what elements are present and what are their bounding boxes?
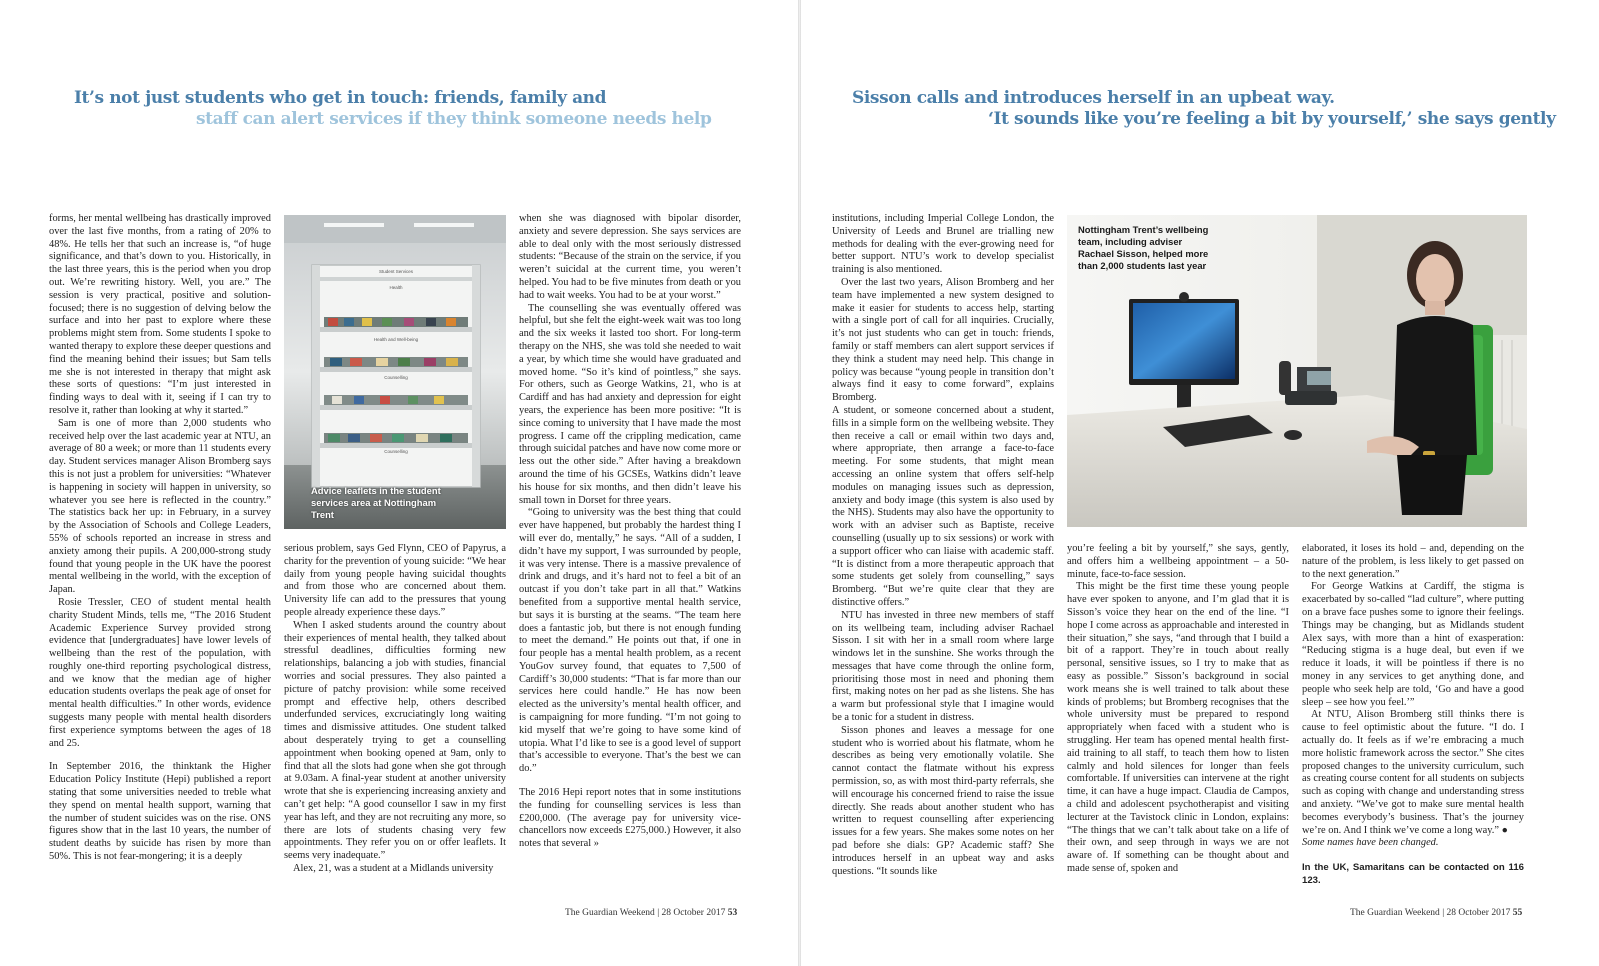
paragraph: This might be the first time these young people have ever spoken to anyone, and I’m glad that it is Sisson’s voice they hear on the end of the line. “I hope I come across as approachable and interested in their situation,” she says, “and through that I build a bit of a rapport. They’re in touch about really personal, sensitive issues, so I try to make that as easy as possible.” Sisson’s background in social work means she is well trained to talk about these kinds of problems; but Bromberg recognises that the whole university must be prepared to respond appropriately when faced with a student who is struggling. Her team has opened mental health first-aid training to all staff, to teach them how to listen calmly and hold silences for longer than feels comfortable. If universities can intervene at the right time, it can have a huge impact. Claudia de Campos, a child and adolescent psychotherapist and visiting lecturer at the Tavistock clinic in London, explains: “The things that we can’t talk about take on a life of their own, and seep through in ways we are not aware of. If something can be thought about and made sense of, spoken and [1067,581,1289,874]
paragraph: forms, her mental wellbeing has drastically improved over the last five months, from a rating of 20% to 48%. He tells her that such an increase is, “of huge significance, and that’s down to you. Historically, in the last three years, this is the period when you drop out. We’re rewriting history. Well, you are.” The session is very practical, positive and solution-focused; there is no suggestion of delving below the surface and into her past to explore where these problems might stem from. Some students I spoke to wanted therapy to explore these deeper questions and find the meaning behind their issues; but Sam tells me she is not interested in therapy that might ask these sorts of questions: “I’m just interested in finding ways to deal with it, seeing if I can try to resolve it, rather than looking at why it started.” [49,213,271,416]
paragraph: Alex, 21, was a student at a Midlands university [293,862,494,874]
photo-caption: Nottingham Trent’s wellbeing team, including adviser Rachael Sisson, helped more than 2,000 students last year [1078,224,1209,271]
pull-quote [74,88,754,130]
issue-date: 28 October 2017 [1446,908,1511,918]
names-changed-note: Some names have been changed. [1302,837,1439,849]
paragraph: when she was diagnosed with bipolar disorder, anxiety and severe depression. She says services are able to deal only with the most seriously distressed students: “Because of the strain on the service, if you weren’t suicidal at the current time, you weren’t helped. You had to be five minutes from death or you had to wait weeks. You had to be at your worst.” [519,213,741,301]
right-page [801,0,1599,966]
leaflet-shelf-illustration [284,215,506,529]
left-page [0,0,798,966]
paragraph: Over the last two years, Alison Bromberg and her team have implemented a new system designed to make it easier for students to access help, starting with a single port of call for all inquiries. Crucially, it’s not just students who can get in touch: friends, family or staff members can alert support services if they think a student may need help. This change in policy was because “young people in transition don’t always find it easy to come forward”, explains Bromberg. [832,276,1054,404]
page-number: 55 [1512,908,1523,918]
shelf-label: Student Services [378,269,414,274]
leaflet-shelf-photo [284,215,506,529]
paragraph: “Going to university was the best thing that could ever have happened, but probably the hardest thing I will ever do, mentally,” he says. “All of a sudden, I didn’t have my support, I was surrounded by people, it was very intense. There is a massive prevalence of drink and drugs, and it’s hard not to feel a bit of an outcast if you don’t take part in all that.” Watkins benefited from a supportive mental health service, but says it is bursting at the seams. “The team here does a fantastic job, but there is not enough funding to meet the demand.” He points out that, if one in four people has a mental health problem, as a recent YouGov survey found, that equates to 7,500 of Cardiff’s 30,000 students: “That is far more than our services here could handle.” He has now been elected as the university’s mental health officer, and is campaigning for more funding. “I’m not going to kid myself that we’re going to have some kind of utopia. What I’d like to see is a good level of support that’s accessible to everyone. That’s the best we can do.” [519,507,741,775]
paragraph: Rosie Tressler, CEO of student mental health charity Student Minds, tells me, “The 2016 Student Academic Experience Survey provided strong evidence that [undergraduates] have lower levels of wellbeing than the rest of the population, with roughly one-third reporting psychological distress, and we know that the median age of higher education students overlaps the peak age of onset for mental health difficulties.” In other words, evidence suggests many people with mental health disorders first experience symptoms between the ages of 18 and 25. [49,596,271,749]
page-folio: The Guardian Weekend | 28 October 2017 53 [565,908,738,918]
article-column-2 [1067,543,1289,876]
pull-quote [852,88,1556,130]
paragraph: Sisson phones and leaves a message for one student who is worried about his flatmate, whom he describes as being very emotionally volatile. She cannot contact the flatmate without his express permission, so, as with most third-party referrals, she will encourage his concerned friend to raise the issue directly. She reads about another student who has written to request counselling after experiencing issues for a few years. She makes some notes on her pad before she dials: GP? Academic staff? She introduces herself in an upbeat way and asks questions. “It sounds like [832,724,1054,877]
shelf-label: Health [389,285,403,290]
page-folio: The Guardian Weekend | 28 October 2017 55 [1350,908,1523,918]
pull-quote-line-1: It’s not just students who get in touch: friends, family and [74,88,607,108]
article-column-1 [49,213,271,864]
publication-name: The Guardian Weekend [565,908,655,918]
shelf-label: Counselling [384,375,408,380]
article-column-2 [284,543,506,876]
paragraph: serious problem, says Ged Flynn, CEO of Papyrus, a charity for the prevention of young suicide: “We hear daily from young people having suicidal thoughts and from those who are concerned about them. University life can add to the pressures that young people already experience these days.” [284,543,506,618]
paragraph: The 2016 Hepi report notes that in some institutions the funding for counselling services is less than £200,000. (The average pay for university vice-chancellors now exceeds £275,000.) However, it also notes that several » [519,787,741,850]
paragraph: you’re feeling a bit by yourself,” she says, gently, and offers him a wellbeing appointment – a 50-minute, face-to-face session. [1067,543,1289,580]
paragraph: Sam is one of more than 2,000 students who received help over the last academic year at NTU, an average of 80 a week; or more than 11 students every day. Student services manager Alison Bromberg says this is not just a problem for universities: “Whatever is happening in society will happen in university, so whatever you see here is reflected in the country.” The statistics back her up: in February, in a survey by the Association of Schools and College Leaders, 55% of schools reported an increase in stress and anxiety among their pupils. A 200,000-strong study found that young people in the UK have the poorest mental wellbeing in the world, with the exception of Japan. [49,417,271,596]
paragraph: At NTU, Alison Bromberg still thinks there is cause to feel optimistic about the future. “I do. I actually do. It feels as if we’re embracing a much more holistic framework across the sector.” She cites proposed changes to the university curriculum, such as creating course content for all students on subjects such as coping with change and understanding stress and anxiety. “We’ve got to make sure mental health becomes everybody’s business. That’s the journey we’re on. And I think we’ve come a long way.” ● [1302,709,1524,836]
article-column-3 [519,213,741,851]
paragraph: In September 2016, the thinktank the Higher Education Policy Institute (Hepi) published a report stating that some universities needed to treble what they spend on mental health support, warning that the number of student suicides was on the rise. ONS figures show that in the last 10 years, the number of student deaths by suicide has risen by more than 50%. This is not fear-mongering; it is a deeply [49,761,271,863]
paragraph: The counselling she was eventually offered was helpful, but she felt the eight-week wait was too long and the six weeks it lasted too short. For long-term therapy on the NHS, she was told she needed to wait a year, by which time she would have graduated and moved home. “So it’s kind of pointless,” she says. For others, such as George Watkins, 21, who is at Cardiff and has had anxiety and depression for eight years, the experience has been more positive: “It is since coming to university that I have made the most progress. I came off the crippling medication, came through suicidal patches and have now come more or less out the other side.” After having a breakdown around the time of his GCSEs, Watkins didn’t leave his house for six months, and then didn’t leave his small town in Dorset for three years. [519,302,741,506]
pull-quote-line-2: staff can alert services if they think someone needs help [196,109,712,129]
pull-quote-line-2: ‘It sounds like you’re feeling a bit by yourself,’ she says gently [988,109,1556,129]
paragraph: When I asked students around the country about their experiences of mental health, they talked about stressful deadlines, difficulties forming new relationships, balancing a job with studies, financial worries and social pressures. They also painted a picture of patchy provision: while some received prompt and effective help, others described underfunded services, excruciatingly long waiting times and dismissive attitudes. One student talked about desperately trying to get a counselling appointment when booking opened at 9am, only to find that all the slots had gone when she got through at 9.03am. A final-year student at another university wrote that she is experiencing increasing anxiety and can’t get help: “A good counsellor I saw in my first year has left, and they are not recruiting any more, so there are lots of students chasing very few appointments. They refer you on or offer leaflets. It seems very inadequate.” [284,619,506,862]
paragraph: elaborated, it loses its hold – and, depending on the nature of the problem, is less likely to get passed on to the next generation.” [1302,543,1524,580]
article-column-1 [832,213,1054,878]
issue-date: 28 October 2017 [661,908,726,918]
shelf-label: Counselling [384,449,408,454]
photo-caption: Advice leaflets in the student services area at Nottingham Trent [311,485,441,520]
publication-name: The Guardian Weekend [1350,908,1440,918]
pull-quote-line-1: Sisson calls and introduces herself in an upbeat way. [852,88,1335,108]
paragraph: For George Watkins at Cardiff, the stigma is exacerbated by so-called “lad culture”, where putting on a brave face pushes some to ignore their feelings. Things may be changing, but as Midlands student Alex says, with more than a hint of exasperation: “Reducing stigma is a huge deal, but even if we reduce it loads, it will be pointless if there is no money in any services to get anything done, and people who seek help are told, ‘Go and have a good sleep – see how you feel.’” [1302,581,1524,708]
paragraph: A student, or someone concerned about a student, fills in a simple form on the wellbeing website. They then receive a call or email within two days and, where appropriate, then arrange a face-to-face meeting. For some students, that might mean accessing an online system that offers self-help modules on managing issues such as depression, anxiety and body image (this system is also used by the NHS). Students may also have the opportunity to work with an adviser such as Baptiste, receive counselling (usually up to six sessions) or work with a support officer who can liaise with academic staff. “It is distinct from a more therapeutic approach that some students get solely from counselling,” says Bromberg. “But we’re quite clear that they are distinctive offers.” [832,404,1054,608]
article-column-3 [1302,543,1524,888]
paragraph: NTU has invested in three new members of staff on its wellbeing team, including adviser Rachael Sisson. I sit with her in a small room where large windows let in the sunshine. She works through the messages that have come through the online form, prioritising those most in need and phoning them first, making notes on her pad as she listens. She has a warm but professional style that I imagine would be a tonic for a student in distress. [832,609,1054,724]
wellbeing-adviser-photo [1067,215,1527,527]
shelf-label: Health and Well-being [373,337,419,342]
page-number: 53 [727,908,738,918]
paragraph: institutions, including Imperial College London, the University of Leeds and Brunel are trialling new methods for dealing with the ever-growing need for better support. NTU’s work to develop specialist training is also mentioned. [832,213,1054,276]
samaritans-note: In the UK, Samaritans can be contacted on 116 123. [1302,862,1524,886]
